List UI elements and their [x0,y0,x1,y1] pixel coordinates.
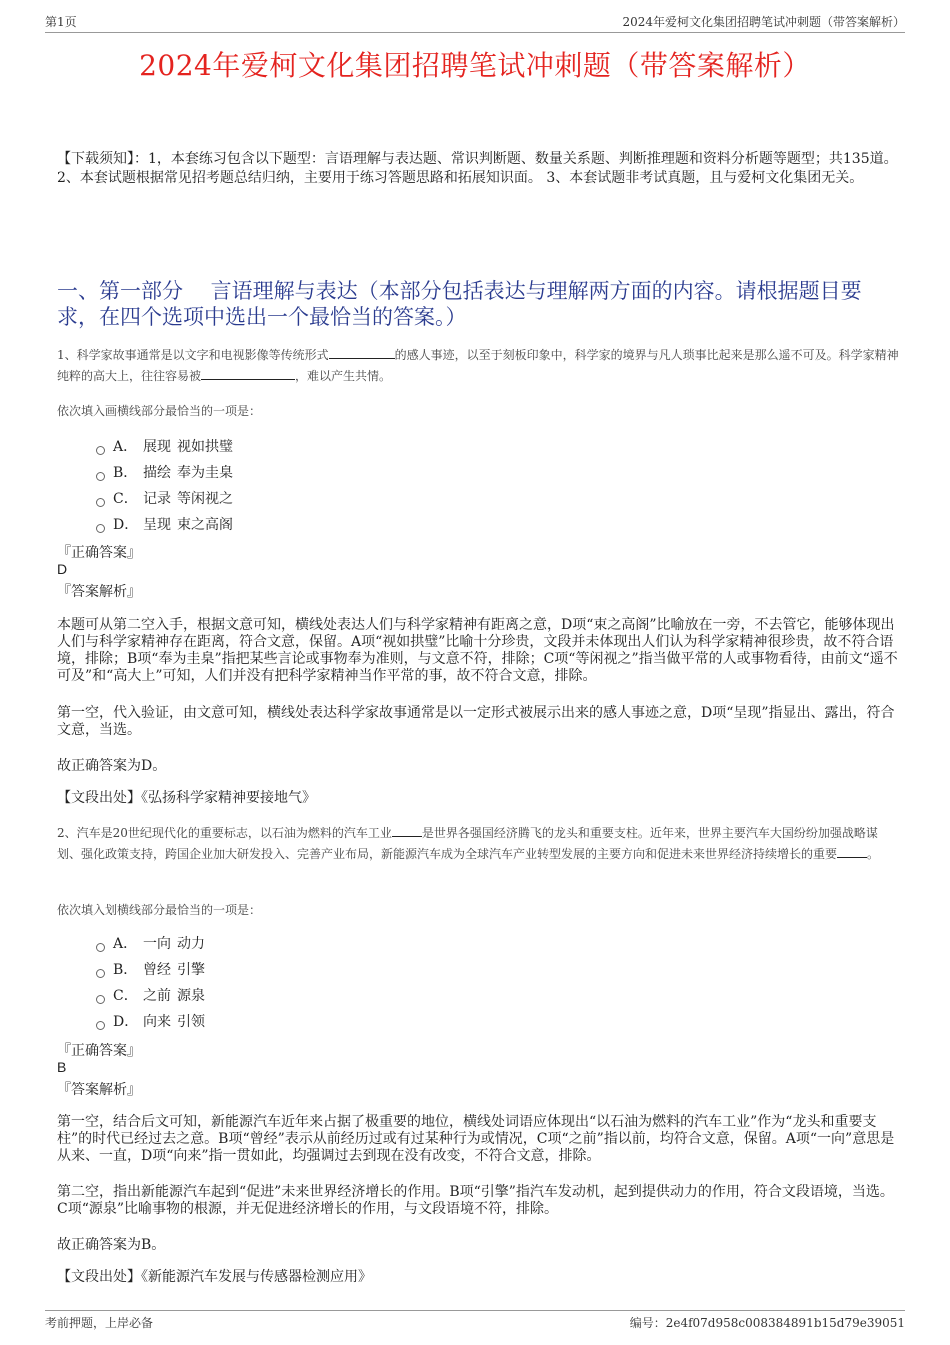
option-d[interactable] [96,511,233,537]
radio-icon[interactable] [96,472,105,481]
question-1-text-part: ，难以产生共情。 [295,369,392,383]
option-word-2: 引擎 [177,962,205,978]
option-word-1: 向来 [143,1014,171,1030]
option-word-2: 等闲视之 [177,491,233,507]
radio-icon[interactable] [96,498,105,507]
fill-blank-1 [392,824,422,837]
radio-icon[interactable] [96,524,105,533]
header-doc-title: 2024年爱柯文化集团招聘笔试冲刺题（带答案解析） [622,15,905,29]
option-word-1: 展现 [143,439,171,455]
fill-blank-2 [837,845,867,858]
source-citation: 【文段出处】《弘扬科学家精神要接地气》 [57,790,316,806]
analysis-conclusion: 故正确答案为D。 [57,758,167,774]
footer-serial: 编号：2e4f07d958c008384891b15d79e39051 [629,1316,905,1330]
option-a[interactable] [96,930,205,956]
analysis-label: 『答案解析』 [57,584,141,600]
option-b[interactable] [96,956,205,982]
option-word-2: 引领 [177,1014,205,1030]
radio-icon[interactable] [96,995,105,1004]
option-word-1: 呈现 [143,517,171,533]
option-word-2: 动力 [177,936,205,952]
analysis-paragraph: 第一空，代入验证，由文意可知，横线处表达科学家故事通常是以一定形式被展示出来的感人事迹之意，D项“呈现”指显出、露出，符合文意，当选。 [57,705,895,738]
option-d[interactable] [96,1008,205,1034]
question-2-text-part: 。 [867,847,880,861]
question-1-options [96,433,233,537]
option-word-1: 描绘 [143,465,171,481]
question-1-text [57,345,900,387]
question-1-text-part: 1、科学家故事通常是以文字和电视影像等传统形式 [57,348,329,362]
answer-label: 『正确答案』 [57,545,141,561]
option-word-2: 源泉 [177,988,205,1004]
option-letter: D． [113,517,139,533]
question-1-instruction: 依次填入画横线部分最恰当的一项是： [57,404,262,418]
option-word-2: 束之高阁 [177,517,233,533]
source-citation: 【文段出处】《新能源汽车发展与传感器检测应用》 [57,1269,372,1285]
question-2-options [96,930,205,1034]
fill-blank-2 [201,367,295,380]
option-a[interactable] [96,433,233,459]
radio-icon[interactable] [96,1021,105,1030]
header-divider [45,32,905,33]
option-letter: A． [113,936,138,952]
fill-blank-1 [329,346,395,359]
option-letter: C． [113,988,138,1004]
option-word-1: 一向 [143,936,171,952]
option-word-1: 记录 [143,491,171,507]
option-c[interactable] [96,982,205,1008]
option-b[interactable] [96,459,233,485]
analysis-paragraph: 第一空，结合后文可知，新能源汽车近年来占据了极重要的地位，横线处词语应体现出“以石油为燃料的汽车工业”作为“龙头和重要支柱”的时代已经过去之意。B项“曾经”表示从前经历过或有过某种行为或情况，C项“之前”指以前，均符合文意，保留。A项“一向”意思是从来、一直，D项“向来”指一贯如此，均强调过去到现在没有改变，不符合文意，排除。 [57,1114,895,1164]
option-letter: D． [113,1014,139,1030]
question-2-text-part: 2、汽车是20世纪现代化的重要标志，以石油为燃料的汽车工业 [57,826,392,840]
option-letter: C． [113,491,138,507]
option-word-2: 奉为圭臬 [177,465,233,481]
footer-slogan: 考前押题，上岸必备 [45,1316,154,1330]
option-word-1: 曾经 [143,962,171,978]
option-letter: A． [113,439,138,455]
page-title: 2024年爱柯文化集团招聘笔试冲刺题（带答案解析） [139,49,811,82]
download-notice: 【下载须知】：1，本套练习包含以下题型：言语理解与表达题、常识判断题、数量关系题、判断推理题和资料分析题等题型；共135道。 2、本套试题根据常见招考题总结归纳，主要用于练习答题思路和拓展知识面。 3、本套试题非考试真题，且与爱柯文化集团无关。 [57,151,898,186]
option-word-2: 视如拱璧 [177,439,233,455]
radio-icon[interactable] [96,969,105,978]
analysis-conclusion: 故正确答案为B。 [57,1237,166,1253]
analysis-paragraph: 本题可从第二空入手，根据文意可知，横线处表达人们与科学家精神有距离之意，D项“束之高阁”比喻放在一旁，不去管它，能够体现出人们与科学家精神存在距离，符合文意，保留。A项“视如拱璧”比喻十分珍贵，文段并未体现出人们认为科学家精神很珍贵，故不符合语境，排除；B项“奉为圭臬”指把某些言论或事物奉为准则，与文意不符，排除；C项“等闲视之”指当做平常的人或事物看待，由前文“遥不可及”和“高大上”可知，人们并没有把科学家精神当作平常的事，故不符合文意，排除。 [57,617,898,684]
question-2-text-part: 是世界各强国经济腾飞的龙头和重要支柱。近年来，世界主要汽车大国纷纷加强战略谋划、强化政策支持，跨国企业加大研发投入、完善产业布局，新能源汽车成为全球汽车产业转型发展的主要方向和促进未来世界经济持续增长的重要 [57,826,878,861]
option-c[interactable] [96,485,233,511]
page-number: 第1页 [45,15,77,29]
analysis-label: 『答案解析』 [57,1082,141,1098]
radio-icon[interactable] [96,943,105,952]
question-2-instruction: 依次填入划横线部分最恰当的一项是： [57,903,262,917]
analysis-paragraph: 第二空，指出新能源汽车起到“促进”未来世界经济增长的作用。B项“引擎”指汽车发动机，起到提供动力的作用，符合文段语境，当选。C项“源泉”比喻事物的根源，并无促进经济增长的作用，与文段语境不符，排除。 [57,1184,894,1217]
option-letter: B． [113,465,138,481]
footer-divider [45,1310,905,1311]
option-word-1: 之前 [143,988,171,1004]
option-letter: B． [113,962,138,978]
section-heading: 一、第一部分 言语理解与表达（本部分包括表达与理解两方面的内容。请根据题目要求，在四个选项中选出一个最恰当的答案。） [57,279,862,329]
question-2-text [57,823,900,865]
answer-value: D [57,561,68,577]
question-1-text-part: 的感人事迹，以至于刻板印象中，科学家的境界与凡人琐事比起来是那么遥不可及。科学家精神纯粹的高大上，往往容易被 [57,348,899,383]
radio-icon[interactable] [96,446,105,455]
answer-label: 『正确答案』 [57,1043,141,1059]
answer-value: B [57,1059,67,1075]
